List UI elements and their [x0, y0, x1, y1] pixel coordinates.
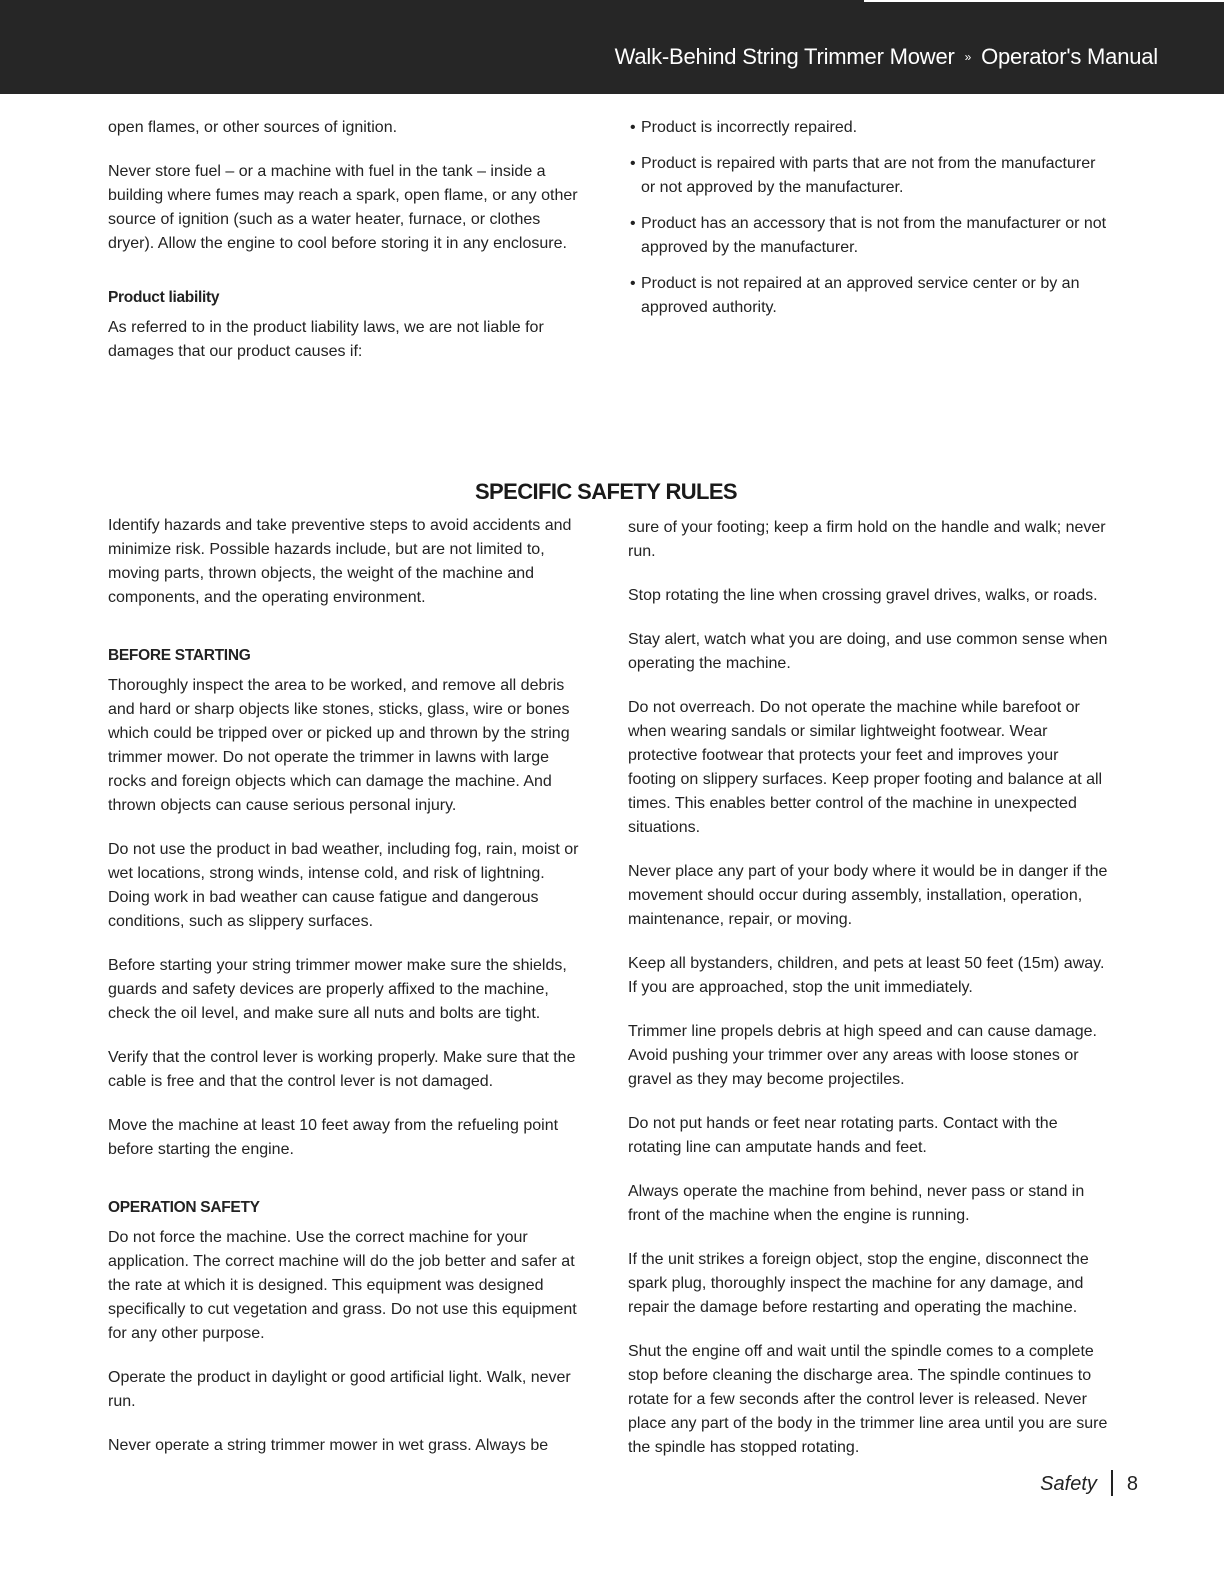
paragraph: Keep all bystanders, children, and pets at least 50 feet (15m) away. If you are approached, stop the unit immediately.	[628, 955, 1105, 996]
paragraph: Trimmer line propels debris at high speed and can cause damage. Avoid pushing your trimmer over any areas with loose stones or gravel as they may become projectiles.	[628, 1023, 1097, 1088]
before-starting-heading: BEFORE STARTING	[108, 647, 251, 664]
paragraph: Stop rotating the line when crossing gravel drives, walks, or roads.	[628, 587, 1098, 604]
bullet-item: • Product is repaired with parts that are not from the manufacturer or not approved by the manufacturer.	[630, 152, 1110, 200]
bullet-item: • Product is not repaired at an approved service center or by an approved authority.	[630, 272, 1110, 320]
header-accent-line	[864, 0, 1224, 2]
paragraph: As referred to in the product liability laws, we are not liable for damages that our product causes if:	[108, 319, 544, 360]
paragraph: If the unit strikes a foreign object, stop the engine, disconnect the spark plug, thoroughly inspect the machine for any damage, and repair the damage before restarting and operating the machine.	[628, 1251, 1089, 1316]
paragraph: sure of your footing; keep a firm hold on the handle and walk; never run.	[628, 519, 1106, 560]
section-title: SPECIFIC SAFETY RULES	[474, 479, 738, 504]
paragraph: Never store fuel – or a machine with fuel in the tank – inside a building where fumes may reach a spark, open flame, or any other source of ignition (such as a water heater, furnace, or clothes dryer). Allow the engine to cool before storing it in any enclosure.	[108, 163, 578, 252]
paragraph: Move the machine at least 10 feet away from the refueling point before starting the engine.	[108, 1117, 559, 1158]
header-separator: »	[964, 50, 972, 64]
header-manual: Operator's Manual	[981, 44, 1158, 69]
operation-safety-heading: OPERATION SAFETY	[108, 1199, 260, 1216]
product-liability-heading: Product liability	[108, 289, 220, 306]
footer-section-name: Safety	[1040, 1473, 1097, 1495]
paragraph: Always operate the machine from behind, never pass or stand in front of the machine when the engine is running.	[628, 1183, 1085, 1224]
right-column	[628, 516, 1108, 1480]
header-title	[615, 44, 1158, 70]
left-column	[108, 514, 588, 1478]
page-number: 8	[1126, 1473, 1138, 1495]
paragraph: Do not force the machine. Use the correct machine for your application. The correct machine will do the job better and safer at the rate at which it is designed. This equipment was designed specifically to cut vegetation and grass. Do not use this equipment for any other purpose.	[108, 1229, 577, 1342]
paragraph: Shut the engine off and wait until the spindle comes to a complete stop before cleaning the discharge area. The spindle continues to rotate for a few seconds after the control lever is released. Never place any part of the body in the trimmer line area until you are sure the spindle has stopped rotating.	[628, 1343, 1108, 1456]
top-left-column	[108, 116, 588, 384]
bullet-item: • Product is incorrectly repaired.	[630, 116, 1110, 140]
bullet-item: • Product has an accessory that is not from the manufacturer or not approved by the manufacturer.	[630, 212, 1110, 260]
header-product: Walk-Behind String Trimmer Mower	[614, 44, 955, 69]
paragraph: open flames, or other sources of ignition.	[108, 119, 398, 136]
page-footer	[1040, 1464, 1138, 1496]
paragraph: Never place any part of your body where it would be in danger if the movement should occur during assembly, installation, operation, maintenance, repair, or moving.	[628, 863, 1108, 928]
paragraph: Identify hazards and take preventive steps to avoid accidents and minimize risk. Possible hazards include, but are not limited to, moving parts, thrown objects, the weight of the machine and components, and the operating environment.	[108, 517, 572, 606]
paragraph: Do not overreach. Do not operate the machine while barefoot or when wearing sandals or similar lightweight footwear. Wear protective footwear that protects your feet and improves your footing on slippery surfaces. Keep proper footing and balance at all times. This enables better control of the machine in unexpected situations.	[628, 699, 1103, 836]
paragraph: Stay alert, watch what you are doing, and use common sense when operating the machine.	[628, 631, 1108, 672]
top-right-column	[630, 116, 1110, 332]
footer-divider	[1111, 1470, 1113, 1496]
paragraph: Thoroughly inspect the area to be worked, and remove all debris and hard or sharp objects like stones, sticks, glass, wire or bones which could be tripped over or picked up and thrown by the string trimmer mower. Do not operate the trimmer in lawns with large rocks and foreign objects which can damage the machine. And thrown objects can cause serious personal injury.	[108, 677, 570, 814]
paragraph: Before starting your string trimmer mower make sure the shields, guards and safety devices are properly affixed to the machine, check the oil level, and make sure all nuts and bolts are tight.	[108, 957, 567, 1022]
paragraph: Do not use the product in bad weather, including fog, rain, moist or wet locations, strong winds, intense cold, and risk of lightning. Doing work in bad weather can cause fatigue and dangerous conditions, such as slippery surfaces.	[108, 841, 579, 930]
paragraph: Verify that the control lever is working properly. Make sure that the cable is free and that the control lever is not damaged.	[108, 1049, 576, 1090]
paragraph: Operate the product in daylight or good artificial light. Walk, never run.	[108, 1369, 571, 1410]
paragraph: Do not put hands or feet near rotating parts. Contact with the rotating line can amputate hands and feet.	[628, 1115, 1058, 1156]
paragraph: Never operate a string trimmer mower in wet grass. Always be	[108, 1437, 549, 1454]
